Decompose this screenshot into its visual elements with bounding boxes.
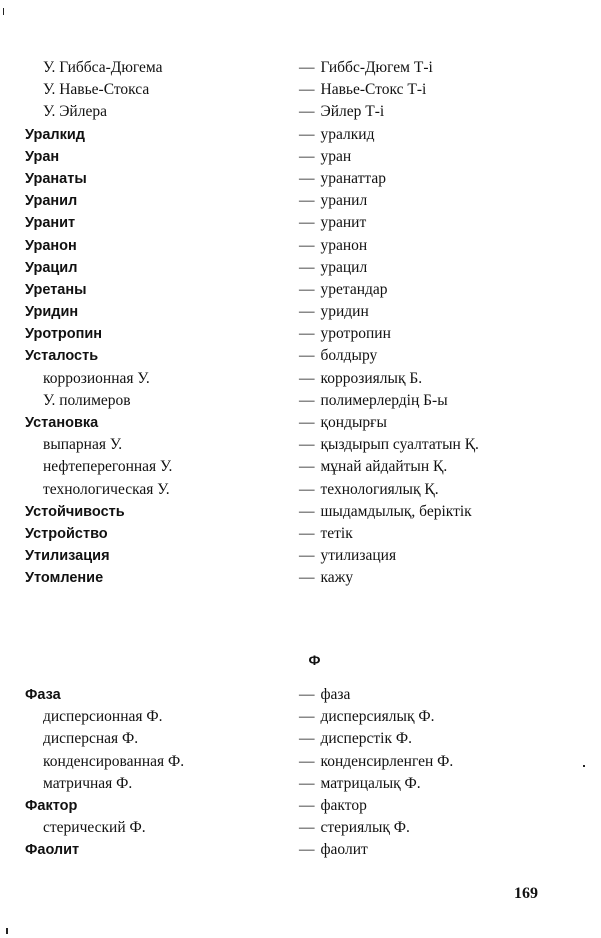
em-dash: —: [299, 458, 315, 476]
russian-headword: Устройство: [25, 525, 108, 542]
em-dash: —: [299, 347, 315, 365]
em-dash: —: [299, 81, 315, 99]
em-dash: —: [299, 686, 315, 703]
kazakh-term: уранит: [320, 214, 367, 232]
em-dash: —: [299, 436, 315, 454]
kazakh-term: конденсирленген Ф.: [320, 752, 454, 770]
kazakh-translation: [299, 545, 396, 567]
dictionary-entry: [0, 79, 601, 101]
kazakh-translation: [299, 523, 353, 545]
kazakh-term: тетік: [320, 524, 353, 542]
kazakh-term: фактор: [320, 796, 367, 814]
kazakh-term: уротропин: [320, 325, 391, 343]
dictionary-entry: [0, 523, 601, 545]
dictionary-entry: [0, 168, 601, 190]
russian-headword: Уран: [25, 148, 60, 165]
kazakh-translation: [299, 456, 447, 478]
dictionary-entry: [0, 235, 601, 257]
kazakh-term: технологиялық Қ.: [320, 480, 439, 498]
dictionary-entry: [0, 146, 601, 168]
dictionary-entry: [0, 212, 601, 234]
em-dash: —: [299, 147, 315, 165]
dictionary-entry: [0, 795, 601, 817]
russian-subentry: технологическая У.: [43, 480, 170, 498]
em-dash: —: [299, 569, 315, 587]
kazakh-translation: [299, 101, 384, 123]
kazakh-translation: [299, 301, 369, 323]
kazakh-term: матрицалық Ф.: [320, 774, 421, 792]
kazakh-term: қыздырып суалтатын Қ.: [320, 436, 479, 454]
russian-headword: Фаолит: [25, 842, 80, 859]
russian-subentry: коррозионная У.: [43, 369, 150, 387]
dictionary-entry: [0, 190, 601, 212]
em-dash: —: [299, 369, 315, 387]
kazakh-translation: [299, 190, 367, 212]
kazakh-term: дисперсиялық Ф.: [320, 708, 435, 726]
kazakh-translation: [299, 773, 421, 795]
russian-subentry: У. Гиббса-Дюгема: [43, 59, 163, 76]
em-dash: —: [299, 796, 315, 814]
russian-headword: Утомление: [25, 570, 104, 587]
russian-headword: Утилизация: [25, 548, 110, 565]
dictionary-entry: [0, 479, 601, 501]
em-dash: —: [299, 258, 315, 276]
russian-headword: Урацил: [25, 259, 78, 276]
dictionary-entry: [0, 323, 601, 345]
russian-subentry: конденсированная Ф.: [43, 752, 185, 770]
russian-subentry: У. Эйлера: [43, 103, 107, 121]
em-dash: —: [299, 752, 315, 770]
kazakh-term: болдыру: [320, 347, 378, 365]
kazakh-term: уретандар: [320, 280, 388, 298]
kazakh-term: урацил: [320, 258, 368, 276]
kazakh-translation: [299, 728, 412, 750]
dictionary-entry: [0, 751, 601, 773]
kazakh-term: шыдамдылық, беріктік: [320, 502, 472, 520]
em-dash: —: [299, 125, 315, 143]
kazakh-term: коррозиялық Б.: [320, 369, 423, 387]
kazakh-term: стериялық Ф.: [320, 819, 410, 837]
kazakh-term: утилизация: [320, 547, 397, 565]
em-dash: —: [299, 708, 315, 726]
scan-speck-top: [3, 8, 4, 15]
kazakh-term: уридин: [320, 303, 369, 321]
dictionary-entry: [0, 684, 601, 706]
dictionary-entry: [0, 279, 601, 301]
kazakh-term: дисперстік Ф.: [320, 730, 412, 748]
kazakh-translation: [299, 279, 388, 301]
kazakh-translation: [299, 212, 366, 234]
em-dash: —: [299, 502, 315, 520]
dictionary-entry: [0, 101, 601, 123]
russian-subentry: выпарная У.: [43, 436, 123, 454]
dictionary-entry: [0, 706, 601, 728]
em-dash: —: [299, 524, 315, 542]
kazakh-term: фаолит: [320, 841, 368, 859]
kazakh-translation: [299, 257, 367, 279]
kazakh-term: Эйлер Т-і: [320, 103, 385, 121]
russian-headword: Уранаты: [25, 170, 87, 187]
kazakh-translation: [299, 684, 350, 706]
kazakh-term: фаза: [320, 686, 351, 703]
kazakh-translation: [299, 751, 453, 773]
kazakh-translation: [299, 479, 439, 501]
russian-subentry: дисперсная Ф.: [43, 730, 139, 748]
dictionary-entry: [0, 368, 601, 390]
kazakh-term: уранил: [320, 192, 368, 210]
entries-section-u: [0, 57, 601, 590]
dictionary-entry: [0, 390, 601, 412]
em-dash: —: [299, 214, 315, 232]
russian-subentry: матричная Ф.: [43, 774, 133, 792]
kazakh-term: уралкид: [320, 125, 375, 143]
dictionary-entry: [0, 57, 601, 79]
kazakh-translation: [299, 345, 377, 367]
em-dash: —: [299, 236, 315, 254]
dictionary-entry: [0, 434, 601, 456]
em-dash: —: [299, 547, 315, 565]
russian-subentry: стерический Ф.: [43, 819, 146, 837]
kazakh-translation: [299, 235, 367, 257]
em-dash: —: [299, 280, 315, 298]
dictionary-entry: [0, 728, 601, 750]
dictionary-entry: [0, 501, 601, 523]
kazakh-translation: [299, 323, 391, 345]
kazakh-translation: [299, 839, 368, 861]
kazakh-term: уранон: [320, 236, 368, 254]
dictionary-entry: [0, 817, 601, 839]
russian-headword: Фаза: [25, 687, 61, 703]
kazakh-translation: [299, 79, 426, 101]
page-number: 169: [514, 885, 538, 902]
russian-headword: Уранит: [25, 215, 76, 232]
russian-headword: Уротропин: [25, 326, 103, 343]
kazakh-translation: [299, 146, 351, 168]
em-dash: —: [299, 819, 315, 837]
dictionary-entry: [0, 545, 601, 567]
russian-subentry: дисперсионная Ф.: [43, 708, 163, 726]
dictionary-entry: [0, 567, 601, 589]
kazakh-translation: [299, 168, 386, 190]
dictionary-entry: [0, 773, 601, 795]
kazakh-translation: [299, 434, 479, 456]
russian-headword: Уридин: [25, 304, 79, 321]
em-dash: —: [299, 414, 315, 431]
kazakh-translation: [299, 817, 410, 839]
russian-headword: Установка: [25, 415, 99, 431]
em-dash: —: [299, 391, 315, 409]
dictionary-entry: [0, 124, 601, 146]
section-letter-heading: Ф: [308, 652, 321, 668]
em-dash: —: [299, 103, 315, 121]
kazakh-translation: [299, 567, 353, 589]
kazakh-translation: [299, 795, 367, 817]
russian-subentry: У. Навье-Стокса: [43, 81, 150, 99]
kazakh-translation: [299, 501, 472, 523]
em-dash: —: [299, 325, 315, 343]
dictionary-entry: [0, 345, 601, 367]
kazakh-term: уранаттар: [320, 169, 387, 187]
russian-headword: Уранон: [25, 237, 77, 254]
russian-headword: Усталость: [25, 348, 99, 365]
dictionary-entry: [0, 412, 601, 434]
dictionary-entry: [0, 456, 601, 478]
em-dash: —: [299, 192, 315, 210]
russian-subentry: нефтеперегонная У.: [43, 458, 173, 476]
entries-section-f: [0, 684, 601, 862]
kazakh-translation: [299, 124, 374, 146]
dictionary-entry: [0, 257, 601, 279]
kazakh-translation: [299, 706, 434, 728]
russian-headword: Уралкид: [25, 126, 85, 143]
russian-subentry: У. полимеров: [43, 391, 131, 409]
kazakh-term: уран: [320, 147, 352, 165]
kazakh-term: кажу: [320, 569, 354, 587]
em-dash: —: [299, 303, 315, 321]
kazakh-term: Гиббс-Дюгем Т-і: [320, 59, 433, 76]
kazakh-term: полимерлердің Б-ы: [320, 391, 448, 409]
kazakh-translation: [299, 390, 448, 412]
scan-speck-bottom: [6, 928, 8, 934]
russian-headword: Устойчивость: [25, 503, 125, 520]
em-dash: —: [299, 730, 315, 748]
russian-headword: Уретаны: [25, 281, 87, 298]
em-dash: —: [299, 169, 315, 187]
em-dash: —: [299, 59, 315, 76]
kazakh-translation: [299, 412, 387, 434]
russian-headword: Фактор: [25, 797, 78, 814]
kazakh-term: қондырғы: [320, 414, 387, 431]
dictionary-entry: [0, 301, 601, 323]
kazakh-translation: [299, 368, 422, 390]
kazakh-term: мұнай айдайтын Қ.: [320, 458, 448, 476]
kazakh-translation: [299, 57, 433, 79]
russian-headword: Уранил: [25, 193, 78, 210]
em-dash: —: [299, 480, 315, 498]
dictionary-entry: [0, 839, 601, 861]
kazakh-term: Навье-Стокс Т-і: [320, 81, 427, 99]
em-dash: —: [299, 774, 315, 792]
em-dash: —: [299, 841, 315, 859]
